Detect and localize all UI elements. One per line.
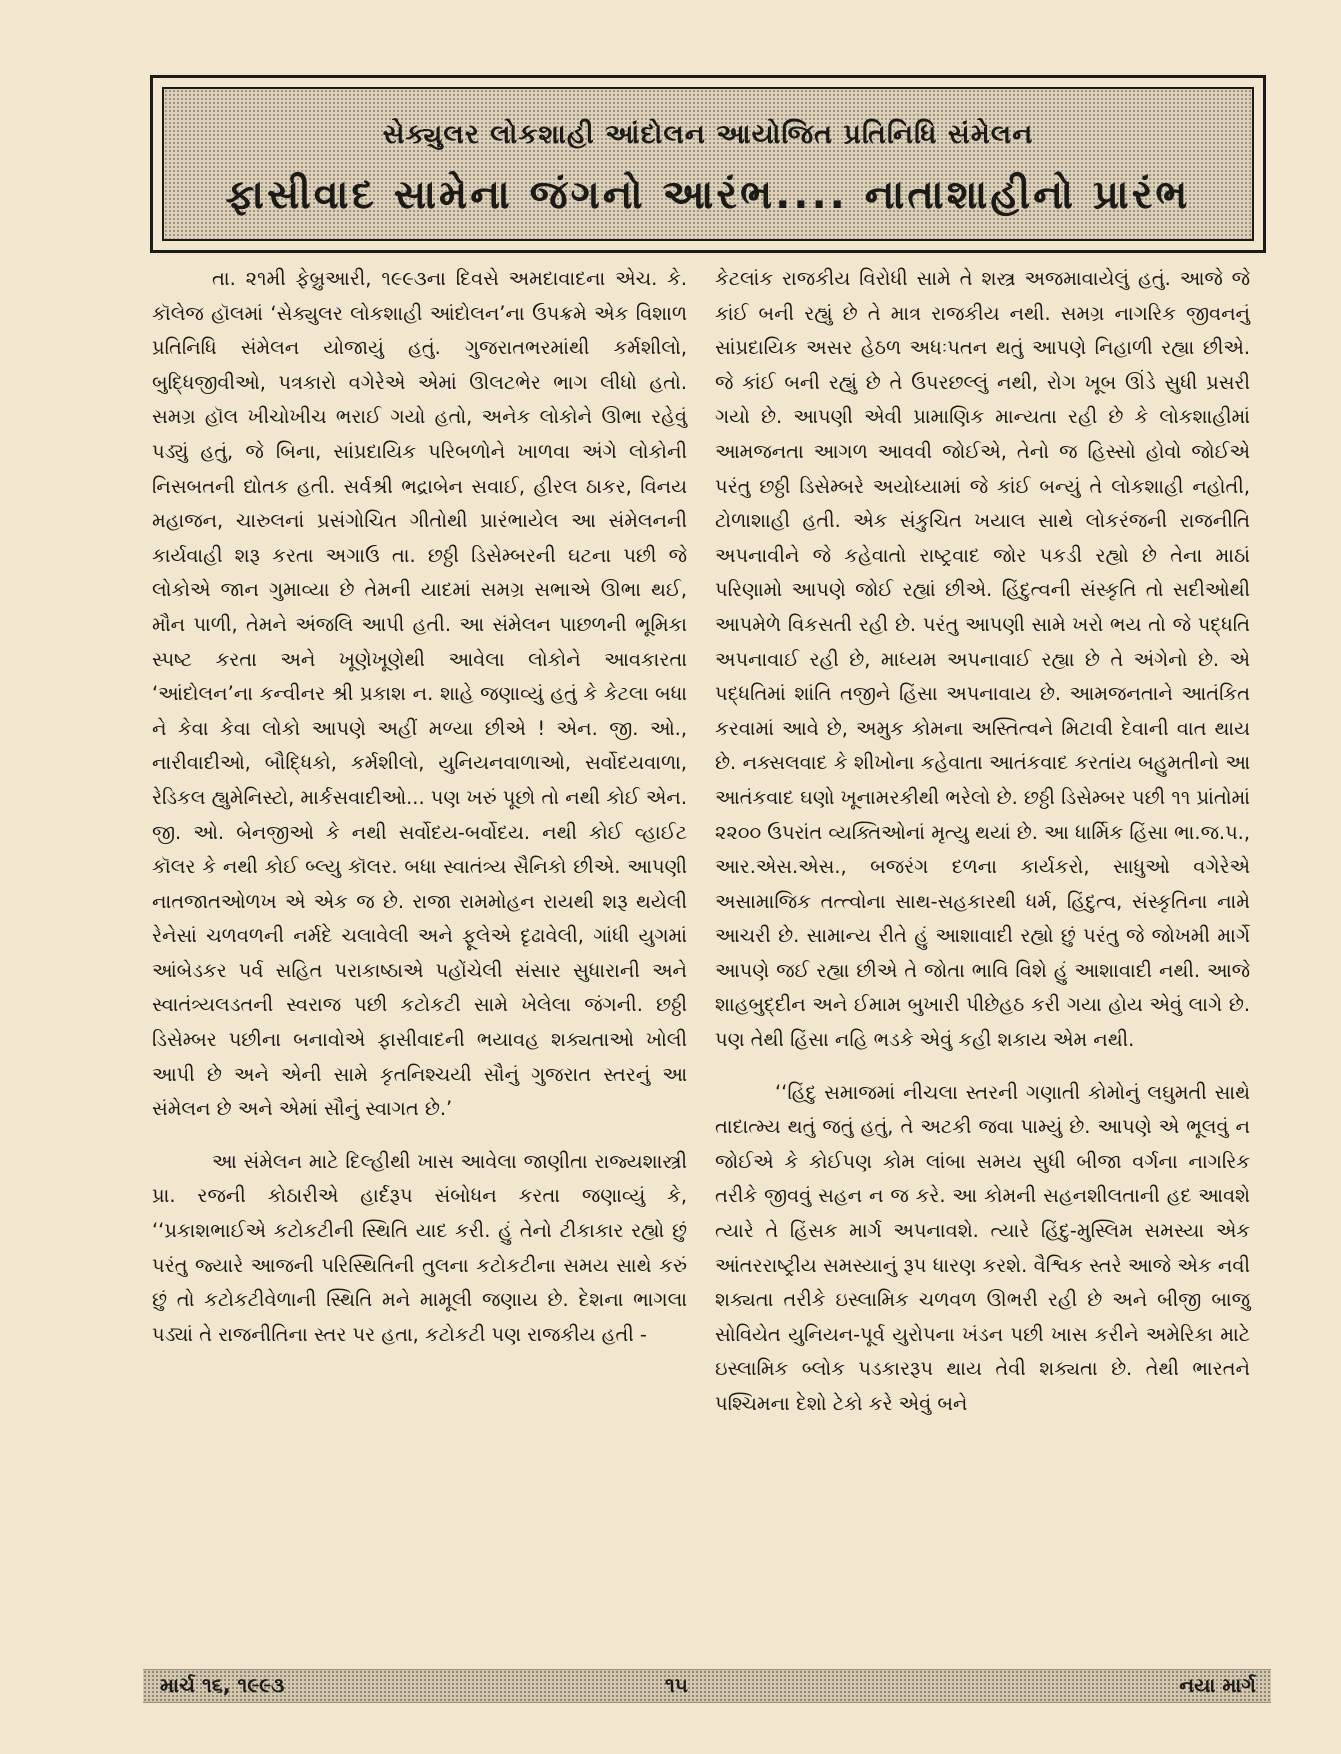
paragraph-hindu-society: ‘‘હિંદુ સમાજમાં નીચલા સ્તરની ગણાતી કોમોનું લઘુમતી સાથે તાદાત્મ્ય થતું જતું હતું, તે અટકી જવા પામ્યું છે. આપણે એ ભૂલવું ન જોઈએ કે કોઈપણ કોમ લાંબા સમય સુધી બીજા વર્ગના નાગરિક તરીકે જીવવું સહન ન જ કરે. આ કોમની સહનશીલતાની હદ આવશે ત્યારે તે હિંસક માર્ગ અપનાવશે. ત્યારે હિંદુ-મુસ્લિમ સમસ્યા એક આંતરરાષ્ટ્રીય સમસ્યાનું રૂપ ધારણ કરશે. વૈશ્વિક સ્તરે આજે એક નવી શક્યતા તરીકે ઇસ્લામિક ચળવળ ઊભરી રહી છે અને બીજી બાજુ સોવિયેત યુનિયન-પૂર્વ યુરોપના ખંડન પછી ખાસ કરીને અમેરિકા માટે ઇસ્લામિક બ્લોક પડકારરૂપ થાય તેવી શક્યતા છે. તેથી ભારતને પશ્ચિમના દેશો ટેકો કરે એવું બને xyxy=(715,1080,1250,1415)
paragraph-speech-continued: કેટલાંક રાજકીય વિરોધી સામે તે શસ્ત્ર અજમાવાયેલું હતું. આજે જે કાંઈ બની રહ્યું છે તે માત્ર રાજકીય નથી. સમગ્ર નાગરિક જીવનનું સાંપ્રદાયિક અસર હેઠળ અધઃપતન થતું આપણે નિહાળી રહ્યા છીએ. જે કાંઈ બની રહ્યું છે તે ઉપરછલ્લું નથી, રોગ ખૂબ ઊંડે સુધી પ્રસરી ગયો છે. આપણી એવી પ્રામાણિક માન્યતા રહી છે કે લોકશાહીમાં આમજનતા આગળ આવવી જોઈએ, તેનો જ હિસ્સો હોવો જોઈએ પરંતુ છઠ્ઠી ડિસેમ્બરે અયોધ્યામાં જે કાંઈ બન્યું તે લોકશાહી નહોતી, ટોળાશાહી હતી. એક સંકુચિત ખયાલ સાથે લોકરંજની રાજનીતિ અપનાવીને જે કહેવાતો રાષ્ટ્રવાદ જોર પકડી રહ્યો છે તેના માઠાં પરિણામો આપણે જોઈ રહ્યાં છીએ. હિંદુત્વની સંસ્કૃતિ તો સદીઓથી આપમેળે વિકસતી રહી છે. પરંતુ આપણી સામે ખરો ભય તો જે પદ્ધતિ અપનાવાઈ રહી છે, માધ્યમ અપનાવાઈ રહ્યા છે તે અંગેનો છે. એ પદ્ધતિમાં શાંતિ તજીને હિંસા અપનાવાય છે. આમજનતાને આતંકિત કરવામાં આવે છે, અમુક કોમના અસ્તિત્વને મિટાવી દેવાની વાત થાય છે. નક્સલવાદ કે શીખોના કહેવાતા આતંકવાદ કરતાંય બહુમતીનો આ આતંકવાદ ઘણો ખૂનામરકીથી ભરેલો છે. છઠ્ઠી ડિસેમ્બર પછી ૧૧ પ્રાંતોમાં ૨૨૦૦ ઉપરાંત વ્યક્તિઓનાં મૃત્યુ થયાં છે. આ ધાર્મિક હિંસા ભા.જ.પ., આર.એસ.એસ., બજરંગ દળના કાર્યકરો, સાધુઓ વગેરેએ અસામાજિક તત્ત્વોના સાથ-સહકારથી ધર્મ, હિંદુત્વ, સંસ્કૃતિના નામે આચરી છે. સામાન્ય રીતે હું આશાવાદી રહ્યો છું પરંતુ જે જોખમી માર્ગે આપણે જઈ રહ્યા છીએ તે જોતા ભાવિ વિશે હું આશાવાદી નથી. આજે શાહબુદ્દીન અને ઈમામ બુખારી પીછેહઠ કરી ગયા હોય એવું લાગે છે. પણ તેથી હિંસા નહિ ભડકે એવું કહી શકાય એમ નથી. xyxy=(715,267,1250,1052)
issue-date: માર્ચ ૧૬, ૧૯૯૩ xyxy=(160,1673,285,1697)
footer-band xyxy=(143,1669,1271,1703)
paragraph-kothari-speech: આ સંમેલન માટે દિલ્હીથી ખાસ આવેલા જાણીતા રાજ્યશાસ્ત્રી પ્રા. રજની કોઠારીએ હાર્દરૂપ સંબોધન કરતા જણાવ્યું કે, ‘‘પ્રકાશભાઈએ કટોકટીની સ્થિતિ યાદ કરી. હું તેનો ટીકાકાર રહ્યો છું પરંતુ જ્યારે આજની પરિસ્થિતિની તુલના કટોકટીના સમય સાથે કરું છું તો કટોકટીવેળાની સ્થિતિ મને મામૂલી જણાય છે. દેશના ભાગલા પડ્યાં તે રાજનીતિના સ્તર પર હતા, કટોકટી પણ રાજકીય હતી - xyxy=(152,1149,687,1346)
paragraph-intro: તા. ૨૧મી ફેબ્રુઆરી, ૧૯૯૩ના દિવસે અમદાવાદના એચ. કે. કૉલેજ હૉલમાં ‘સેક્યુલર લોકશાહી આંદોલન’ના ઉપક્રમે એક વિશાળ પ્રતિનિધિ સંમેલન યોજાયું હતું. ગુજરાતભરમાંથી કર્મશીલો, બુદ્ધિજીવીઓ, પત્રકારો વગેરેએ એમાં ઊલટભેર ભાગ લીધો હતો. સમગ્ર હૉલ ખીચોખીચ ભરાઈ ગયો હતો, અનેક લોકોને ઊભા રહેવું પડ્યું હતું, જે બિના, સાંપ્રદાયિક પરિબળોને ખાળવા અંગે લોકોની નિસબતની દ્યોતક હતી. સર્વશ્રી ભદ્રાબેન સવાઈ, હીરલ ઠાકર, વિનય મહાજન, ચારુલનાં પ્રસંગોચિત ગીતોથી પ્રારંભાયેલ આ સંમેલનની કાર્યવાહી શરૂ કરતા અગાઉ તા. છઠ્ઠી ડિસેમ્બરની ઘટના પછી જે લોકોએ જાન ગુમાવ્યા છે તેમની યાદમાં સમગ્ર સભાએ ઊભા થઈ, મૌન પાળી, તેમને અંજલિ આપી હતી. આ સંમેલન પાછળની ભૂમિકા સ્પષ્ટ કરતા અને ખૂણેખૂણેથી આવેલા લોકોને આવકારતા ‘આંદોલન’ના કન્વીનર શ્રી પ્રકાશ ન. શાહે જણાવ્યું હતું કે કેટલા બધા ને કેવા કેવા લોકો આપણે અહીં મળ્યા છીએ ! એન. જી. ઓ., નારીવાદીઓ, બૌદ્ધિકો, કર્મશીલો, યુનિયનવાળાઓ, સર્વોદયવાળા, રેડિકલ હ્યુમેનિસ્ટો, માર્કસવાદીઓ... પણ ખરું પૂછો તો નથી કોઈ એન. જી. ઓ. બેનજીઓ કે નથી સર્વોદય-બર્વોદય. નથી કોઈ વ્હાઈટ કૉલર કે નથી કોઈ બ્લ્યુ કૉલર. બધા સ્વાતંત્ર્ય સૈનિકો છીએ. આપણી નાતજાતઓળખ એ એક જ છે. રાજા રામમોહન રાયથી શરૂ થયેલી રેનેસાં ચળવળની નર્મદે ચલાવેલી અને ફૂલેએ દૃઢાવેલી, ગાંધી યુગમાં આંબેડકર પર્વ સહિત પરાકાષ્ઠાએ પહોંચેલી સંસાર સુધારાની અને સ્વાતંત્ર્યલડતની સ્વરાજ પછી કટોકટી સામે ખેલેલા જંગની. છઠ્ઠી ડિસેમ્બર પછીના બનાવોએ ફાસીવાદની ભયાવહ શક્યતાઓ ખોલી આપી છે અને એની સામે કૃતનિશ્ચયી સૌનું ગુજરાત સ્તરનું આ સંમેલન છે અને એમાં સૌનું સ્વાગત છે.’ xyxy=(152,267,687,1121)
article-column-left xyxy=(152,262,687,1352)
page-number: ૧૫ xyxy=(665,1673,688,1697)
article-column-right xyxy=(715,262,1250,1422)
publication-name: નયા માર્ગ xyxy=(1179,1673,1256,1697)
headline-panel xyxy=(162,87,1254,241)
article-headline: ફાસીવાદ સામેના જંગનો આરંભ.... નાતાશાહીનો પ્રારંભ xyxy=(225,172,1191,218)
article-kicker: સેક્યુલર લોકશાહી આંદોલન આયોજિત પ્રતિનિધિ સંમેલન xyxy=(382,119,1034,150)
headline-box xyxy=(150,75,1266,253)
